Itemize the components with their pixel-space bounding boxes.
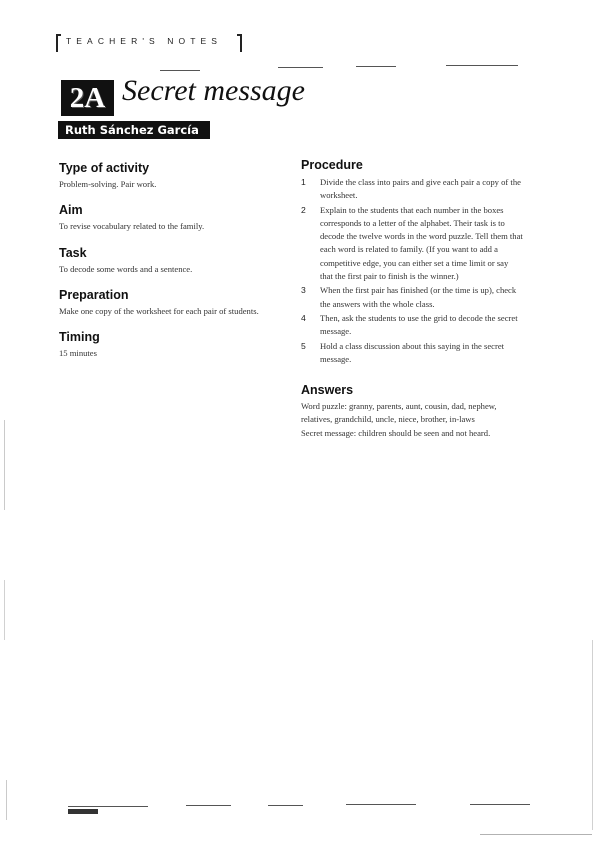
section-timing: [59, 329, 274, 360]
section-body: To revise vocabulary related to the family.: [59, 221, 205, 232]
section-heading: Aim: [59, 203, 83, 218]
step-text: Explain to the students that each number in the boxes corresponds to a letter of the alphabet. Their task is to decode the twelve words in the word puzzle. Tell them that each word is related to family. (If you want to add a competitive edge, you can either set a time limit or say that the first pair to finish is the winner.): [320, 204, 523, 282]
decorative-rule: [278, 67, 323, 68]
section-heading: Preparation: [59, 287, 129, 302]
section-answers: [301, 382, 523, 440]
step-text: Hold a class discussion about this saying in the secret message.: [320, 340, 505, 364]
section-body: 15 minutes: [59, 348, 97, 359]
section-heading: Procedure: [301, 158, 363, 172]
step-number: 3: [301, 285, 306, 296]
procedure-list: [301, 176, 523, 366]
right-column: [301, 157, 523, 440]
scan-artifact: [592, 640, 593, 830]
section-body: Make one copy of the worksheet for each pair of students.: [59, 305, 259, 316]
teachers-notes-header: [56, 34, 242, 50]
decorative-rule: [356, 66, 396, 67]
section-procedure: [301, 157, 523, 366]
footer-rule: [346, 804, 416, 805]
bracket-right: [237, 34, 242, 52]
section-task: [59, 245, 274, 276]
step-text: Then, ask the students to use the grid to decode the secret message.: [320, 312, 518, 337]
procedure-step: [301, 312, 523, 339]
footer-rule: [268, 805, 303, 806]
step-number: 5: [301, 340, 306, 351]
scan-artifact: [4, 420, 5, 510]
page-title: Secret message: [122, 74, 305, 107]
decorative-rule: [446, 65, 518, 66]
footer-rule: [186, 805, 231, 806]
section-aim: [59, 202, 274, 233]
section-heading: Type of activity: [59, 161, 150, 175]
step-number: 1: [301, 177, 306, 187]
unit-badge: 2A: [61, 80, 114, 116]
scan-artifact: [480, 834, 592, 835]
procedure-step: [301, 284, 523, 311]
section-type-of-activity: [59, 160, 274, 191]
bracket-left: [56, 34, 61, 52]
answers-word-puzzle: Word puzzle: granny, parents, aunt, cousin, dad, nephew, relatives, grandchild, uncle, niece, brother, in-laws: [301, 401, 497, 425]
section-body: To decode some words and a sentence.: [59, 263, 193, 274]
decorative-rule: [160, 70, 200, 71]
footer-rule: [68, 806, 148, 807]
step-number: 4: [301, 312, 306, 323]
section-heading: Task: [59, 245, 87, 260]
author-name: Ruth Sánchez García: [58, 121, 210, 139]
footer-tab: [68, 809, 98, 814]
scan-artifact: [4, 580, 5, 640]
section-body: Problem-solving. Pair work.: [59, 179, 157, 189]
section-heading: Answers: [301, 383, 354, 398]
answers-secret-message: Secret message: children should be seen and not heard.: [301, 427, 491, 438]
section-preparation: [59, 287, 274, 318]
step-text: Divide the class into pairs and give each pair a copy of the worksheet.: [320, 177, 521, 201]
step-number: 2: [301, 204, 306, 215]
section-heading: Timing: [59, 330, 100, 345]
scan-artifact: [6, 780, 7, 820]
procedure-step: [301, 340, 523, 367]
procedure-step: [301, 204, 523, 284]
procedure-step: [301, 176, 523, 203]
header-label: TEACHER'S NOTES: [66, 36, 223, 46]
footer-rule: [470, 804, 530, 805]
step-text: When the first pair has finished (or the time is up), check the answers with the whole class.: [320, 285, 517, 309]
left-column: [59, 160, 274, 360]
